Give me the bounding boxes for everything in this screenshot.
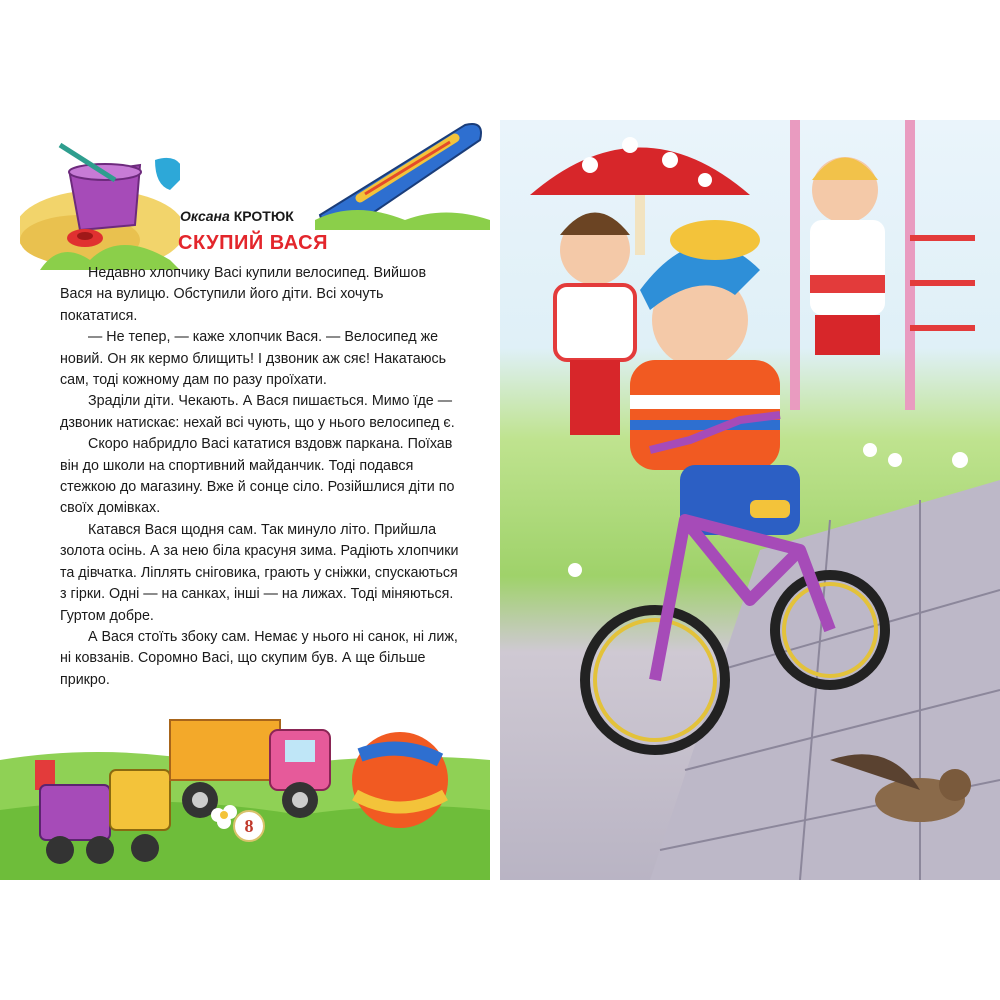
left-page [0,120,490,880]
paragraph: Зраділи діти. Чекають. А Вася пишається. Мимо їде — дзвоник натискає: нехай всі чують, що у нього велосипед є. [60,393,455,431]
story-title: СКУПИЙ ВАСЯ [178,232,328,254]
paragraph: — Не тепер, — каже хлопчик Вася. — Велосипед же новий. Он як кермо блищить! І дзвоник аж сяє! Накатаюсь сам, тоді кожному дам по разу проїхати. [60,329,447,389]
paragraph: Недавно хлопчику Васі купили велосипед. Вийшов Вася на вулицю. Обступили його діти. Всі хочуть покататися. [60,265,427,324]
story-text [60,263,460,691]
paragraph: Скоро набридло Васі кататися вздовж паркана. Поїхав він до школи на спортивний майданчик. Тоді подався стежкою до магазину. Вже й сонце сіло. Розійшлися діти по своїх домівках. [60,436,455,517]
paragraph: А Вася стоїть збоку сам. Немає у нього ні санок, ні лиж, ні ковзанів. Соромно Васі, що скупим був. А ще більше прикро. [60,628,458,688]
page-number: 8 [233,810,265,842]
author-name: Оксана КРОТЮК [180,208,294,224]
toys-illustration [0,700,490,880]
paragraph: Катався Вася щодня сам. Так минуло літо. Прийшла золота осінь. А за нею біла красуня зима. Радіють хлопчики та дівчатка. Ліплять сніговика, грають у сніжки, спускаються з гірки. Одні — на санках, інші — на лижах. Тоді міняються. Гуртом добре. [60,521,459,624]
skateboard-illustration [315,120,490,230]
right-page-illustration [500,120,1000,880]
sand-bucket-illustration [20,120,180,270]
boy-on-bicycle-illustration [500,120,1000,880]
